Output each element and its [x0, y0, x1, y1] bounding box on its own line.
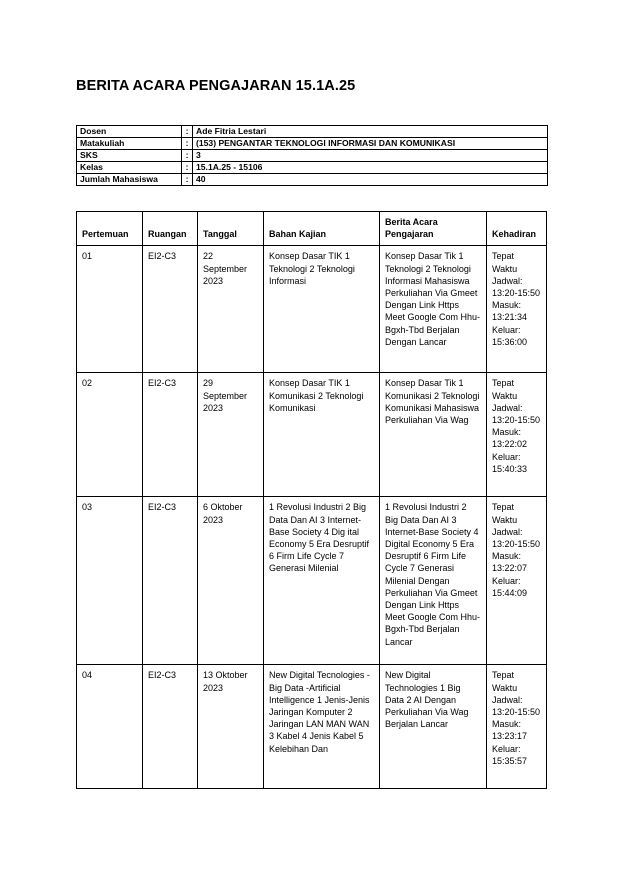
cell-berita-acara: Konsep Dasar Tik 1 Komunikasi 2 Teknologi Komunikasi Mahasiswa Perkuliahan Via Wag — [380, 373, 487, 497]
table-header-row — [77, 212, 547, 246]
cell-bahan-kajian: Konsep Dasar TIK 1 Komunikasi 2 Teknologi Komunikasi — [264, 373, 380, 497]
cell-ruangan: EI2-C3 — [143, 665, 198, 789]
info-label: Dosen — [77, 126, 182, 138]
info-separator: : — [182, 150, 193, 162]
info-label: Kelas — [77, 162, 182, 174]
cell-bahan-kajian: Konsep Dasar TIK 1 Teknologi 2 Teknologi Informasi — [264, 246, 380, 373]
info-value: 40 — [193, 174, 548, 186]
cell-ruangan: EI2-C3 — [143, 246, 198, 373]
cell-berita-acara: 1 Revolusi Industri 2 Big Data Dan AI 3 Internet-Base Society 4 Digital Economy 5 Era Desruptif 6 Firm Life Cycle 7 Generasi Milenial Dengan Perkuliahan Via Gmeet Dengan Link Https Meet Google Com Hhu-Bgxh-Tbd Berjalan Lancar — [380, 497, 487, 665]
info-separator: : — [182, 126, 193, 138]
table-row — [77, 246, 547, 373]
info-value: (153) PENGANTAR TEKNOLOGI INFORMASI DAN KOMUNIKASI — [193, 138, 548, 150]
header-tanggal: Tanggal — [198, 212, 264, 246]
info-row-matakuliah — [77, 138, 548, 150]
header-ruangan: Ruangan — [143, 212, 198, 246]
header-berita-acara: Berita Acara Pengajaran — [380, 212, 487, 246]
info-separator: : — [182, 162, 193, 174]
cell-berita-acara: Konsep Dasar Tik 1 Teknologi 2 Teknologi Informasi Mahasiswa Perkuliahan Via Gmeet Dengan Link Https Meet Google Com Hhu-Bgxh-Tbd Berjalan Dengan Lancar — [380, 246, 487, 373]
cell-kehadiran: Tepat Waktu Jadwal: 13:20-15:50 Masuk: 13:22:02 Keluar: 15:40:33 — [487, 373, 547, 497]
info-value: 15.1A.25 - 15106 — [193, 162, 548, 174]
course-info-table — [76, 125, 548, 186]
info-row-kelas — [77, 162, 548, 174]
cell-bahan-kajian: 1 Revolusi Industri 2 Big Data Dan AI 3 Internet-Base Society 4 Dig ital Economy 5 Era Desruptif 6 Firm Life Cycle 7 Generasi Milenial — [264, 497, 380, 665]
info-label: Jumlah Mahasiswa — [77, 174, 182, 186]
header-kehadiran: Kehadiran — [487, 212, 547, 246]
header-bahan-kajian: Bahan Kajian — [264, 212, 380, 246]
info-row-sks — [77, 150, 548, 162]
cell-kehadiran: Tepat Waktu Jadwal: 13:20-15:50 Masuk: 13:21:34 Keluar: 15:36:00 — [487, 246, 547, 373]
page-title: BERITA ACARA PENGAJARAN 15.1A.25 — [76, 78, 356, 94]
cell-pertemuan: 02 — [77, 373, 143, 497]
info-row-jumlah-mahasiswa — [77, 174, 548, 186]
table-row — [77, 665, 547, 789]
cell-ruangan: EI2-C3 — [143, 373, 198, 497]
cell-tanggal: 6 Oktober 2023 — [198, 497, 264, 665]
info-label: Matakuliah — [77, 138, 182, 150]
cell-tanggal: 22 September 2023 — [198, 246, 264, 373]
cell-pertemuan: 01 — [77, 246, 143, 373]
info-separator: : — [182, 138, 193, 150]
cell-ruangan: EI2-C3 — [143, 497, 198, 665]
header-pertemuan: Pertemuan — [77, 212, 143, 246]
info-value: Ade Fitria Lestari — [193, 126, 548, 138]
info-value: 3 — [193, 150, 548, 162]
table-row — [77, 497, 547, 665]
table-row — [77, 373, 547, 497]
cell-tanggal: 13 Oktober 2023 — [198, 665, 264, 789]
cell-kehadiran: Tepat Waktu Jadwal: 13:20-15:50 Masuk: 13:22:07 Keluar: 15:44:09 — [487, 497, 547, 665]
cell-berita-acara: New Digital Technologies 1 Big Data 2 AI Dengan Perkuliahan Via Wag Berjalan Lancar — [380, 665, 487, 789]
cell-tanggal: 29 September 2023 — [198, 373, 264, 497]
info-row-dosen — [77, 126, 548, 138]
info-separator: : — [182, 174, 193, 186]
cell-kehadiran: Tepat Waktu Jadwal: 13:20-15:50 Masuk: 13:23:17 Keluar: 15:35:57 — [487, 665, 547, 789]
info-label: SKS — [77, 150, 182, 162]
cell-pertemuan: 04 — [77, 665, 143, 789]
cell-bahan-kajian: New Digital Tecnologies -Big Data -Artificial Intelligence 1 Jenis-Jenis Jaringan Komputer 2 Jaringan LAN MAN WAN 3 Kabel 4 Jenis Kabel 5 Kelebihan Dan — [264, 665, 380, 789]
cell-pertemuan: 03 — [77, 497, 143, 665]
meeting-log-table — [76, 211, 547, 789]
